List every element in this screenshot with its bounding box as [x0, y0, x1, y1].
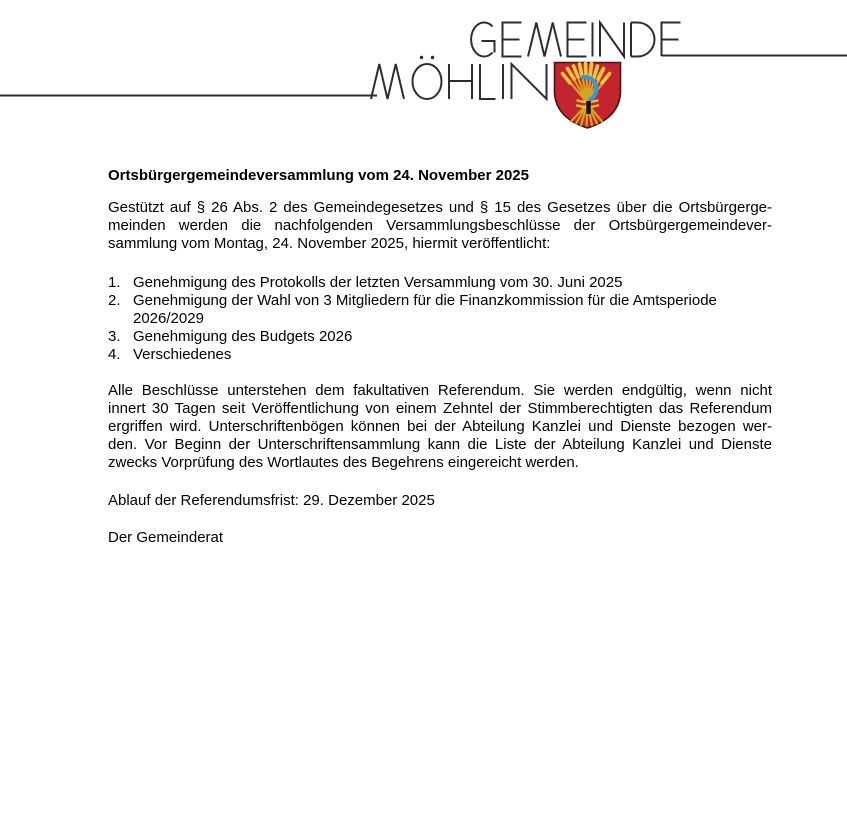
- agenda-item: [108, 274, 772, 292]
- text-line: ergriffen wird. Unterschriftenbögen können bei der Abteilung Kanzlei und Dienste bezogen wer-: [108, 418, 772, 435]
- intro-paragraph: [108, 199, 772, 253]
- referendum-paragraph: [108, 382, 772, 472]
- text-line: sammlung vom Montag, 24. November 2025, hiermit veröffentlicht:: [108, 235, 551, 252]
- agenda-item-number: 3.: [108, 328, 121, 345]
- agenda-item-number: 2.: [108, 292, 121, 309]
- signature-line: Der Gemeinderat: [108, 529, 224, 546]
- text-line: Gestützt auf § 26 Abs. 2 des Gemeindegesetzes und § 15 des Gesetzes über die Ortsbürgerge-: [108, 199, 772, 216]
- text-line: Alle Beschlüsse unterstehen dem fakultativen Referendum. Sie werden endgültig, wenn nicht: [108, 382, 772, 399]
- agenda-item-number: 4.: [108, 346, 121, 363]
- agenda-item: [108, 292, 772, 328]
- text-line: zwecks Vorprüfung des Wortlautes des Begehrens eingereicht werden.: [108, 454, 579, 471]
- agenda-item: [108, 328, 772, 346]
- page-title: Ortsbürgergemeindeversammlung vom 24. November 2025: [108, 167, 529, 184]
- agenda-item-text: [133, 292, 772, 328]
- text-line: den. Vor Beginn der Unterschriftensammlung kann die Liste der Abteilung Kanzlei und Dienste: [108, 436, 772, 453]
- document-body: [108, 0, 772, 547]
- agenda-item-text: [133, 274, 772, 292]
- agenda-list: [108, 274, 772, 364]
- text-line: Genehmigung des Protokolls der letzten Versammlung vom 30. Juni 2025: [133, 274, 623, 291]
- agenda-item-text: [133, 328, 772, 346]
- agenda-item-text: [133, 346, 772, 364]
- text-line: 2026/2029: [133, 310, 204, 327]
- text-line: Genehmigung der Wahl von 3 Mitgliedern für die Finanzkommission für die Amtsperiode: [133, 292, 717, 309]
- text-line: Genehmigung des Budgets 2026: [133, 328, 353, 345]
- referendum-deadline: Ablauf der Referendumsfrist: 29. Dezember 2025: [108, 492, 435, 509]
- text-line: meinden werden die nachfolgenden Versammlungsbeschlüsse der Ortsbürgergemeindever-: [108, 217, 772, 234]
- agenda-item: [108, 346, 772, 364]
- text-line: innert 30 Tagen seit Veröffentlichung von einem Zehntel der Stimmberechtigten das Referendum: [108, 400, 772, 417]
- text-line: Verschiedenes: [133, 346, 232, 363]
- agenda-item-number: 1.: [108, 274, 121, 291]
